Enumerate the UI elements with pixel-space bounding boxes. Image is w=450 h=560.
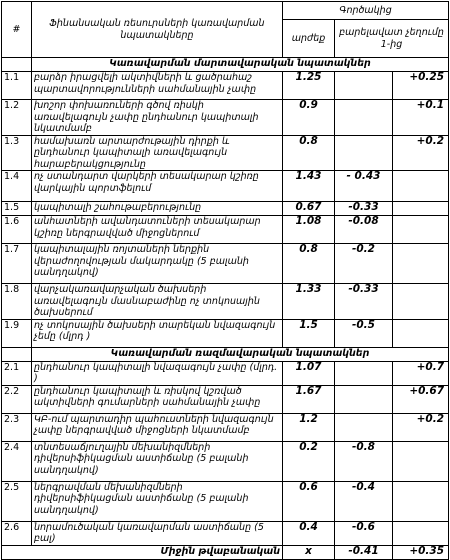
row-improvement-positive: +0.67 xyxy=(393,385,449,413)
row-improvement-positive xyxy=(393,216,449,244)
row-number: 1.5 xyxy=(2,202,32,216)
row-value: 0.6 xyxy=(283,481,335,521)
row-improvement-negative: -0.4 xyxy=(335,481,393,521)
row-number: 1.3 xyxy=(2,135,32,171)
header-num: # xyxy=(2,2,32,58)
row-value: 1.67 xyxy=(283,385,335,413)
row-improvement-positive xyxy=(393,481,449,521)
total-improvement-negative: -0.41 xyxy=(335,545,393,559)
row-improvement-negative: -0.33 xyxy=(335,202,393,216)
table-row xyxy=(2,202,449,216)
row-improvement-negative: -0.5 xyxy=(335,319,393,347)
row-value: 1.25 xyxy=(283,72,335,100)
goals-table xyxy=(1,1,449,560)
row-value: 0.8 xyxy=(283,135,335,171)
row-improvement-positive xyxy=(393,171,449,202)
total-row xyxy=(2,545,449,559)
row-value: 0.2 xyxy=(283,441,335,481)
row-value: 1.33 xyxy=(283,284,335,320)
table-row xyxy=(2,244,449,284)
row-improvement-positive: +0.1 xyxy=(393,100,449,136)
row-improvement-negative xyxy=(335,100,393,136)
row-number: 1.7 xyxy=(2,244,32,284)
row-improvement-positive xyxy=(393,521,449,545)
section-num-cell xyxy=(2,58,32,72)
header-value: արժեք xyxy=(283,20,335,58)
row-description: նորամուծական կառավարման աստիճանը (5 բալ) xyxy=(32,521,283,545)
row-description: ԿԲ-ում պարտադիր պահուստների նվազագույն չափը ներգրավված միջոցների նկատմամբ xyxy=(32,413,283,441)
row-improvement-positive xyxy=(393,244,449,284)
row-value: 0.9 xyxy=(283,100,335,136)
row-value: 0.8 xyxy=(283,244,335,284)
row-description: խոշոր փոխառուների գծով ռիսկի առավելագույն չափը ընդհանուր կապիտալի նկատմամբ xyxy=(32,100,283,136)
section-title: Կառավարման ռազմավարական նպատակներ xyxy=(32,347,449,361)
section-title: Կառավարման մարտավարական նպատակներ xyxy=(32,58,449,72)
header-improvement: բարելավատ չեղումը 1-ից xyxy=(335,20,449,58)
row-number: 1.6 xyxy=(2,216,32,244)
section-num-cell xyxy=(2,347,32,361)
row-description: ներգրավման մեխանիզմների դիվերսիֆիկացման աստիճանը (5 բալանի սանդղակով) xyxy=(32,481,283,521)
table-row xyxy=(2,441,449,481)
table-row xyxy=(2,385,449,413)
row-number: 2.2 xyxy=(2,385,32,413)
row-improvement-positive xyxy=(393,284,449,320)
section-header-row xyxy=(2,58,449,72)
table-row xyxy=(2,521,449,545)
row-improvement-positive xyxy=(393,202,449,216)
row-number: 1.2 xyxy=(2,100,32,136)
row-number: 2.4 xyxy=(2,441,32,481)
row-description: տնտեսաճյուղային մեխանիզմների դիվերսիֆիկացման աստիճանը (5 բալանի սանդղակով) xyxy=(32,441,283,481)
row-value: 1.2 xyxy=(283,413,335,441)
row-number: 2.6 xyxy=(2,521,32,545)
row-description: համախառն արտարժութային դիրքի և ընդհանուր կապիտալի առավելագույն հարաբերակցությունը xyxy=(32,135,283,171)
row-number: 2.5 xyxy=(2,481,32,521)
row-value: 0.67 xyxy=(283,202,335,216)
row-value: 1.43 xyxy=(283,171,335,202)
row-number: 2.3 xyxy=(2,413,32,441)
row-description: կապիտալի շահութաբերությունը xyxy=(32,202,283,216)
row-number: 1.9 xyxy=(2,319,32,347)
row-description: ոչ տոկոսային ծախսերի տարեկան նվազագույն չեմը (մլրդ ) xyxy=(32,319,283,347)
row-improvement-negative: -0.08 xyxy=(335,216,393,244)
row-improvement-negative: -0.2 xyxy=(335,244,393,284)
row-improvement-positive: +0.7 xyxy=(393,361,449,385)
row-improvement-negative: -0.8 xyxy=(335,441,393,481)
row-value: 1.5 xyxy=(283,319,335,347)
row-improvement-negative: -0.33 xyxy=(335,284,393,320)
row-value: 0.4 xyxy=(283,521,335,545)
row-improvement-negative xyxy=(335,361,393,385)
table-row xyxy=(2,361,449,385)
table-row xyxy=(2,72,449,100)
header-description: Ֆինանսական ռեսուրսների կառավարման նպատակները xyxy=(32,2,283,58)
row-improvement-negative: - 0.43 xyxy=(335,171,393,202)
row-improvement-negative: -0.6 xyxy=(335,521,393,545)
row-description: կապիտալային ռոյտաների ներքին վերաժողովության մակարդակը (5 բալանի սանդղակով) xyxy=(32,244,283,284)
row-number: 1.1 xyxy=(2,72,32,100)
row-description: վարչակառավարչական ծախսերի առավելագույն մասնաբաժինը ոչ տոկոսային ծախսերում xyxy=(32,284,283,320)
total-label: Միջին թվաբանական xyxy=(2,545,283,559)
table-row xyxy=(2,413,449,441)
row-improvement-positive xyxy=(393,319,449,347)
section-header-row xyxy=(2,347,449,361)
row-improvement-negative xyxy=(335,135,393,171)
row-number: 1.8 xyxy=(2,284,32,320)
table-row xyxy=(2,284,449,320)
row-improvement-positive xyxy=(393,441,449,481)
row-improvement-positive: +0.25 xyxy=(393,72,449,100)
row-value: 1.07 xyxy=(283,361,335,385)
row-description: ոչ ստանդարտ վարկերի տեսակարար կշիռը վարկային պորտֆելում xyxy=(32,171,283,202)
row-improvement-positive: +0.2 xyxy=(393,413,449,441)
row-description: բարձր իրացվելի ակտիվների և ցածրահաշ պարտավորությունների սահմանային չափը xyxy=(32,72,283,100)
total-improvement-positive: +0.35 xyxy=(393,545,449,559)
row-improvement-negative xyxy=(335,385,393,413)
header-coefficient-group: Գործակից xyxy=(283,2,449,20)
row-improvement-negative xyxy=(335,72,393,100)
table-row xyxy=(2,100,449,136)
row-number: 1.4 xyxy=(2,171,32,202)
table-row xyxy=(2,481,449,521)
table-row xyxy=(2,171,449,202)
row-number: 2.1 xyxy=(2,361,32,385)
total-value: x xyxy=(283,545,335,559)
row-description: ընդհանուր կապիտալի և ռիսկով կշռված ակտիվների գումարների սահմանային չափը xyxy=(32,385,283,413)
row-improvement-negative xyxy=(335,413,393,441)
table-row xyxy=(2,135,449,171)
row-description: ընդհանուր կապիտալի նվազագույն չափը (մլրդ. ) xyxy=(32,361,283,385)
row-value: 1.08 xyxy=(283,216,335,244)
row-description: անհատների ավանդատուների տեսակարար կշիռը ներգրավված միջոցներում xyxy=(32,216,283,244)
table-row xyxy=(2,319,449,347)
table-row xyxy=(2,216,449,244)
row-improvement-positive: +0.2 xyxy=(393,135,449,171)
